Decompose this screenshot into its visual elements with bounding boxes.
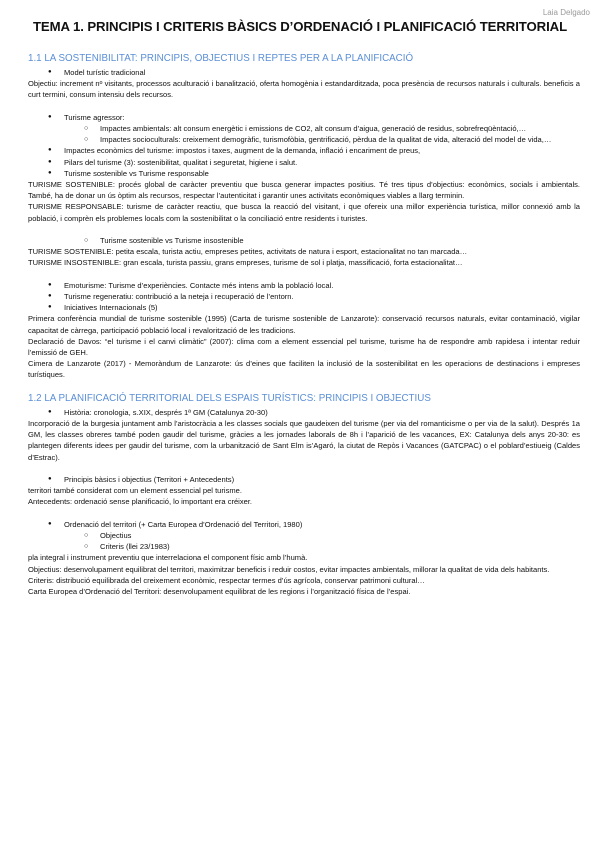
paragraph-declaracio-davos: Declaració de Davos: “el turisme i el canvi climàtic” (2007): clima com a element essencial pel turisme, turisme ha de respondre amb rapidesa i intentar reduir l’emissió de GEH. [28,336,580,358]
paragraph-insostenible-line: TURISME INSOSTENIBLE: gran escala, turista passiu, grans empreses, turisme de sol i platja, massificació, forta estacionalitat… [28,258,463,268]
author-name: Laia Delgado [542,8,590,17]
paragraph-territori: territori també considerat com un element essencial pel turisme. [28,486,242,496]
paragraph-historia: Incorporació de la burgesia juntament amb l’aristocràcia a les classes socials que gaudeixen del turisme (per via del romanticisme o per via de la salut). Després 1a GM, les classes obreres també poden gaudir del turisme, gràcies a les jornades laborals de 8h i l’aparició de les vacances, EX: Catalunya dels anys 20-30: es plantegen diferents idees per gaudir del turisme, com la urbanització de Sant Elm is’Agaró, la ciutat de Repòs i Vacances (GATCPAC) o el poblard’estiueig (Caldes d’Estrac). [28,419,580,462]
paragraph-criteris: Criteris: distribució equilibrada del creixement econòmic, respectar termes d’ús agrícola, conservar patrimoni cultural… [28,575,425,585]
document-body [28,52,580,597]
sub-bullet-sostenible-vs-insostenible: ○ Turisme sostenible vs Turisme insostenible [28,235,580,246]
bullet-emoturisme: ● Emoturisme: Turisme d’experiències. Contacte més intens amb la població local. [28,280,580,291]
bullet-sostenible-vs-responsable: ● Turisme sostenible vs Turisme responsable [28,168,580,179]
sub-bullet-impactes-ambientals: ○ Impactes ambientals: alt consum energètic i emissions de CO2, alt consum d’aigua, generació de residus, sobrefreqüèntació,… [28,123,580,134]
paragraph-objectius: Objectius: desenvolupament equilibrat del territori, maximitzar beneficis i reduir costos, evitar impactes ambientals, millorar la qualitat de vida dels habitants. [28,564,550,574]
bullet-impactes-economics: ● Impactes econòmics del turisme: impostos i taxes, augment de la demanda, inflació i encariment de preus, [28,145,580,156]
bullet-iniciatives-internacionals: ● Iniciatives Internacionals (5) [28,302,580,313]
bullet-principis-basics: ● Principis bàsics i objectius (Territori + Antecedents) [28,474,580,485]
paragraph-carta-europea: Carta Europea d’Ordenació del Territori: desenvolupament equilibrat de les regions i l’organització física de l’espai. [28,587,411,597]
sub-bullet-objectius: ○ Objectius [28,530,580,541]
sub-bullet-impactes-socioculturals: ○ Impactes socioculturals: creixement demogràfic, turismofòbia, gentrificació, pèrdua de la qualitat de vida, alteració del model de vida,… [28,134,580,145]
page-title: TEMA 1. PRINCIPIS I CRITERIS BÀSICS D’ORDENACIÓ I PLANIFICACIÓ TERRITORIAL [32,19,568,34]
paragraph-sostenible-line: TURISME SOSTENIBLE: petita escala, turista actiu, empreses petites, activitats de natura i esport, estacionalitat no tan marcada… [28,247,468,257]
bullet-turisme-regeneratiu: ● Turisme regeneratiu: contribució a la neteja i recuperació de l’entorn. [28,291,580,302]
paragraph-primera-conferencia: Primera conferència mundial de turisme sostenible (1995) (Carta de turisme sostenible de Lanzarote): conservació recursos naturals, evitar contaminació, vigilar capacitat de càrrega, participació població local i revalorització de les tradicions. [28,314,580,335]
bullet-historia: ● Història: cronologia, s.XIX, després 1ª GM (Catalunya 20-30) [28,407,580,418]
paragraph-turisme-responsable: TURISME RESPONSABLE: turisme de caràcter reactiu, que busca la reacció del visitant, i que ofereix una millor experiència turística, millor connexió amb la població, i comprèn els problemes locals com la sostenibilitat o la conciliació entre residents i turistes. [28,202,580,223]
paragraph-antecedents: Antecedents: ordenació sense planificació, lo important era créixer. [28,497,253,507]
bullet-ordenacio-territori: ● Ordenació del territori (+ Carta Europea d’Ordenació del Territori, 1980) [28,519,580,530]
bullet-pilars-turisme: ● Pilars del turisme (3): sostenibilitat, qualitat i seguretat, higiene i salut. [28,157,580,168]
paragraph-pla-integral: pla integral i instrument preventiu que interrelaciona el component físic amb l’humà. [28,553,308,563]
paragraph-objectiu: Objectiu: increment nº visitants, processos aculturació i banalització, oferta homogènia i estandarditzada, poca presència de recursos naturals i culturals. beneficis a curt termini, consum intensiu dels recursos. [28,79,580,100]
bullet-model-turistic: ● Model turístic tradicional [28,67,580,78]
section-heading-1-2: 1.2 LA PLANIFICACIÓ TERRITORIAL DELS ESPAIS TURÍSTICS: PRINCIPIS I OBJECTIUS [28,392,431,404]
bullet-turisme-agressor: ● Turisme agressor: [28,112,580,123]
sub-bullet-criteris: ○ Criteris (llei 23/1983) [28,541,580,552]
paragraph-cimera-lanzarote: Cimera de Lanzarote (2017) - Memoràndum de Lanzarote: ús d’eines que faciliten la inclusió de la sostenibilitat en les operacions de destinacions i empreses turístiques. [28,359,580,380]
paragraph-turisme-sostenible: TURISME SOSTENIBLE: procés global de caràcter preventiu que busca generar impactes positius. Té tres tipus d’objectius: econòmics, socials i ambientals. També, ha de donar un ús òptim als recursos, respectar l’autenticitat i garantir unes activitats econòmiques viables a llarg terminin. [28,180,580,201]
section-heading-1-1: 1.1 LA SOSTENIBILITAT: PRINCIPIS, OBJECTIUS I REPTES PER A LA PLANIFICACIÓ [28,53,414,64]
